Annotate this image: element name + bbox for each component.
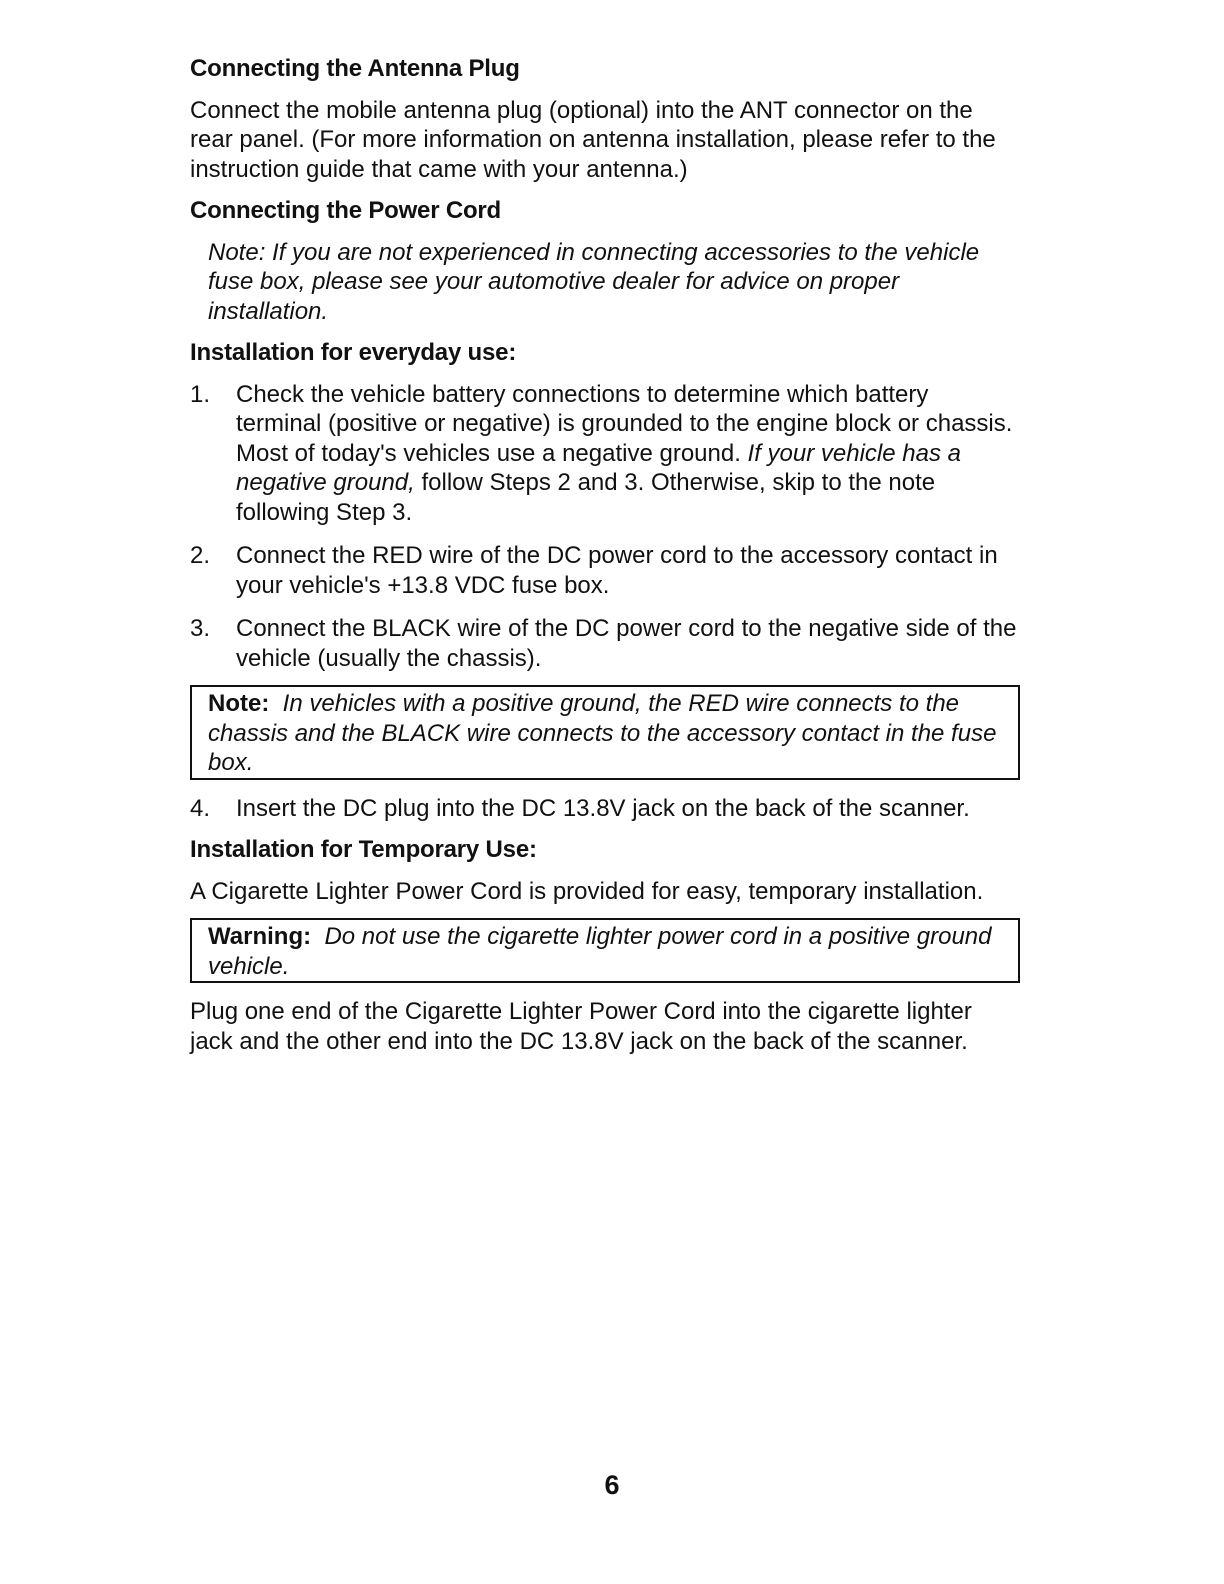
step-number: 3. (190, 615, 211, 642)
step-number: 1. (190, 380, 211, 408)
antenna-heading: Connecting the Antenna Plug (190, 55, 520, 82)
warning-box (190, 918, 1020, 983)
step-1-text-italic: If your vehicle has a negative ground, (236, 439, 961, 496)
antenna-paragraph: Connect the mobile antenna plug (optional) into the ANT connector on the rear panel. (For more information on antenna installation, please refer to the instruction guide that came with your antenna.) (190, 96, 996, 183)
temporary-use-paragraph: A Cigarette Lighter Power Cord is provided for easy, temporary installation. (190, 877, 984, 905)
closing-paragraph: Plug one end of the Cigarette Lighter Power Cord into the cigarette lighter jack and the other end into the DC 13.8V jack on the back of the scanner. (190, 998, 972, 1055)
note-label: Note: (208, 690, 270, 717)
step-number: 2. (190, 542, 211, 569)
page-number: 6 (604, 1470, 620, 1500)
step-2-text: Connect the RED wire of the DC power cord to the accessory contact in your vehicle's +13.8 VDC fuse box. (236, 542, 998, 599)
step-4-text: Insert the DC plug into the DC 13.8V jack on the back of the scanner. (236, 794, 970, 822)
list-item (190, 794, 1020, 824)
positive-ground-note-box (190, 685, 1020, 780)
power-cord-note: Note: If you are not experienced in connecting accessories to the vehicle fuse box, please see your automotive dealer for advice on proper installation. (208, 238, 980, 325)
list-item (190, 380, 1020, 528)
list-item (190, 541, 1020, 600)
step-1-text-a: Check the vehicle battery connections to determine which battery terminal (positive or negative) is grounded to the engine block or chassis. Most of today's vehicles use a negative ground. (236, 380, 1013, 467)
step-number: 4. (190, 794, 211, 822)
manual-page (190, 54, 1020, 1068)
list-item (190, 614, 1020, 673)
note-text: In vehicles with a positive ground, the RED wire connects to the chassis and the BLACK wire connects to the accessory contact in the fuse box. (208, 690, 997, 776)
warning-label: Warning: (208, 923, 312, 950)
warning-text: Do not use the cigarette lighter power cord in a positive ground vehicle. (208, 923, 992, 980)
temporary-use-heading: Installation for Temporary Use: (190, 836, 537, 863)
everyday-use-heading: Installation for everyday use: (190, 339, 517, 366)
step-4-list (190, 794, 1020, 824)
step-3-text: Connect the BLACK wire of the DC power cord to the negative side of the vehicle (usually the chassis). (236, 615, 1017, 672)
power-cord-heading: Connecting the Power Cord (190, 197, 502, 224)
everyday-steps-list (190, 380, 1020, 674)
step-1-text-b: follow Steps 2 and 3. Otherwise, skip to the note following Step 3. (236, 469, 936, 526)
